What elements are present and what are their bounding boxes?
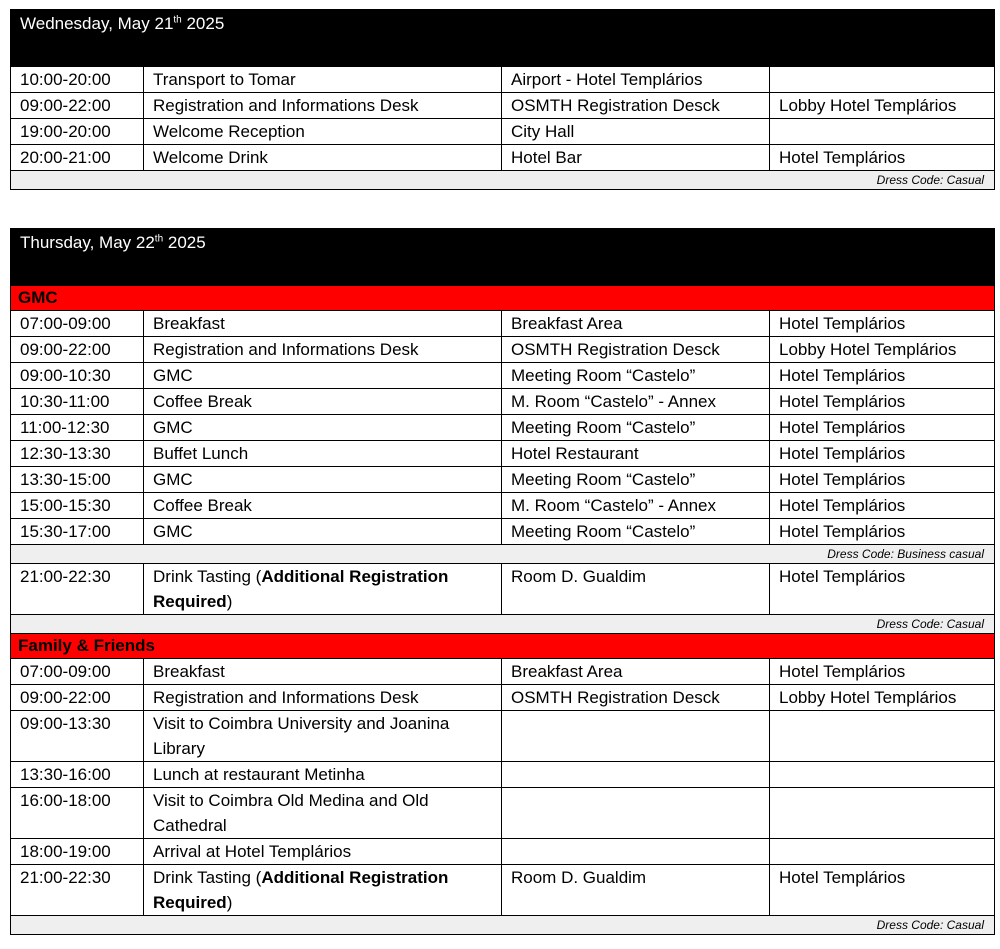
location-cell: Meeting Room “Castelo” <box>502 467 770 493</box>
time-cell: 13:30-16:00 <box>11 762 144 788</box>
location-cell: M. Room “Castelo” - Annex <box>502 389 770 415</box>
location-cell <box>502 762 770 788</box>
venue-cell <box>770 119 995 145</box>
table-row <box>11 337 995 363</box>
dress-code-row <box>11 171 995 190</box>
event-cell: Breakfast <box>144 659 502 685</box>
event-text-end: ) <box>226 592 233 611</box>
event-cell: Transport to Tomar <box>144 67 502 93</box>
day-title: Wednesday, May 21 <box>20 14 174 33</box>
location-cell: Meeting Room “Castelo” <box>502 519 770 545</box>
venue-cell <box>770 788 995 839</box>
event-cell: Coffee Break <box>144 493 502 519</box>
table-row <box>11 467 995 493</box>
dress-code: Dress Code: Business casual <box>11 545 995 564</box>
venue-cell <box>770 762 995 788</box>
location-cell <box>502 839 770 865</box>
event-cell: Breakfast <box>144 311 502 337</box>
event-cell: Lunch at restaurant Metinha <box>144 762 502 788</box>
table-row <box>11 119 995 145</box>
location-cell: Room D. Gualdim <box>502 564 770 615</box>
time-cell: 13:30-15:00 <box>11 467 144 493</box>
table-row <box>11 93 995 119</box>
section-label-gmc: GMC <box>11 286 995 311</box>
time-cell: 11:00-12:30 <box>11 415 144 441</box>
location-cell: OSMTH Registration Desck <box>502 337 770 363</box>
location-cell: City Hall <box>502 119 770 145</box>
table-row <box>11 564 995 615</box>
location-cell: Meeting Room “Castelo” <box>502 415 770 441</box>
event-cell: Visit to Coimbra Old Medina and Old Cathedral <box>144 788 502 839</box>
time-cell: 20:00-21:00 <box>11 145 144 171</box>
time-cell: 09:00-13:30 <box>11 711 144 762</box>
location-cell <box>502 788 770 839</box>
wednesday-schedule-table <box>10 9 995 190</box>
table-row <box>11 762 995 788</box>
day-title-year: 2025 <box>181 14 225 33</box>
time-cell: 18:00-19:00 <box>11 839 144 865</box>
day-title: Thursday, May 22 <box>20 233 155 252</box>
venue-cell <box>770 711 995 762</box>
event-text-end: ) <box>226 893 233 912</box>
time-cell: 16:00-18:00 <box>11 788 144 839</box>
location-cell: M. Room “Castelo” - Annex <box>502 493 770 519</box>
table-row <box>11 441 995 467</box>
table-row <box>11 389 995 415</box>
table-row <box>11 311 995 337</box>
event-cell: GMC <box>144 415 502 441</box>
dress-code-row <box>11 545 995 564</box>
venue-cell: Hotel Templários <box>770 467 995 493</box>
section-label-family: Family & Friends <box>11 634 995 659</box>
day-header <box>11 10 995 67</box>
event-cell: Arrival at Hotel Templários <box>144 839 502 865</box>
time-cell: 19:00-20:00 <box>11 119 144 145</box>
table-row <box>11 519 995 545</box>
event-cell <box>144 865 502 916</box>
location-cell: Room D. Gualdim <box>502 865 770 916</box>
dress-code: Dress Code: Casual <box>11 916 995 935</box>
dress-code-row <box>11 615 995 634</box>
event-text: Drink Tasting ( <box>153 868 262 887</box>
registration-note: Additional Registration Required <box>153 868 449 912</box>
event-cell: Registration and Informations Desk <box>144 93 502 119</box>
event-cell: Coffee Break <box>144 389 502 415</box>
dress-code: Dress Code: Casual <box>11 171 995 190</box>
venue-cell: Hotel Templários <box>770 659 995 685</box>
table-row <box>11 415 995 441</box>
venue-cell <box>770 839 995 865</box>
venue-cell: Hotel Templários <box>770 145 995 171</box>
event-cell: Welcome Reception <box>144 119 502 145</box>
time-cell: 07:00-09:00 <box>11 311 144 337</box>
table-row <box>11 711 995 762</box>
time-cell: 10:00-20:00 <box>11 67 144 93</box>
time-cell: 10:30-11:00 <box>11 389 144 415</box>
table-row <box>11 685 995 711</box>
dress-code-row <box>11 916 995 935</box>
table-row <box>11 839 995 865</box>
venue-cell: Hotel Templários <box>770 311 995 337</box>
location-cell: Hotel Bar <box>502 145 770 171</box>
venue-cell: Hotel Templários <box>770 389 995 415</box>
event-cell <box>144 564 502 615</box>
time-cell: 09:00-22:00 <box>11 685 144 711</box>
venue-cell: Lobby Hotel Templários <box>770 337 995 363</box>
location-cell: Breakfast Area <box>502 311 770 337</box>
table-row <box>11 659 995 685</box>
location-cell: Breakfast Area <box>502 659 770 685</box>
time-cell: 21:00-22:30 <box>11 865 144 916</box>
venue-cell: Hotel Templários <box>770 564 995 615</box>
venue-cell: Hotel Templários <box>770 363 995 389</box>
registration-note: Additional Registration Required <box>153 567 449 611</box>
event-cell: GMC <box>144 363 502 389</box>
event-text: Drink Tasting ( <box>153 567 262 586</box>
day-header-row <box>11 10 995 67</box>
event-cell: Buffet Lunch <box>144 441 502 467</box>
venue-cell: Hotel Templários <box>770 519 995 545</box>
time-cell: 09:00-22:00 <box>11 93 144 119</box>
time-cell: 12:30-13:30 <box>11 441 144 467</box>
day-title-suffix: th <box>154 233 164 245</box>
table-row <box>11 865 995 916</box>
location-cell: Meeting Room “Castelo” <box>502 363 770 389</box>
event-cell: Visit to Coimbra University and Joanina Library <box>144 711 502 762</box>
dress-code: Dress Code: Casual <box>11 615 995 634</box>
day-title-suffix: th <box>173 14 182 26</box>
venue-cell: Hotel Templários <box>770 493 995 519</box>
time-cell: 15:30-17:00 <box>11 519 144 545</box>
time-cell: 21:00-22:30 <box>11 564 144 615</box>
event-cell: GMC <box>144 467 502 493</box>
event-cell: Welcome Drink <box>144 145 502 171</box>
time-cell: 07:00-09:00 <box>11 659 144 685</box>
section-header-row <box>11 286 995 311</box>
venue-cell: Hotel Templários <box>770 441 995 467</box>
day-header <box>11 229 995 286</box>
time-cell: 09:00-10:30 <box>11 363 144 389</box>
table-row <box>11 67 995 93</box>
venue-cell: Lobby Hotel Templários <box>770 685 995 711</box>
event-cell: GMC <box>144 519 502 545</box>
table-row <box>11 493 995 519</box>
venue-cell: Lobby Hotel Templários <box>770 93 995 119</box>
thursday-schedule-table <box>10 228 995 935</box>
event-cell: Registration and Informations Desk <box>144 337 502 363</box>
venue-cell: Hotel Templários <box>770 415 995 441</box>
section-header-row <box>11 634 995 659</box>
day-title-year: 2025 <box>163 233 206 252</box>
location-cell: Hotel Restaurant <box>502 441 770 467</box>
time-cell: 09:00-22:00 <box>11 337 144 363</box>
location-cell: Airport - Hotel Templários <box>502 67 770 93</box>
event-cell: Registration and Informations Desk <box>144 685 502 711</box>
location-cell: OSMTH Registration Desck <box>502 685 770 711</box>
venue-cell <box>770 67 995 93</box>
time-cell: 15:00-15:30 <box>11 493 144 519</box>
table-row <box>11 363 995 389</box>
day-header-row <box>11 229 995 286</box>
location-cell <box>502 711 770 762</box>
table-row <box>11 788 995 839</box>
table-row <box>11 145 995 171</box>
venue-cell: Hotel Templários <box>770 865 995 916</box>
location-cell: OSMTH Registration Desck <box>502 93 770 119</box>
